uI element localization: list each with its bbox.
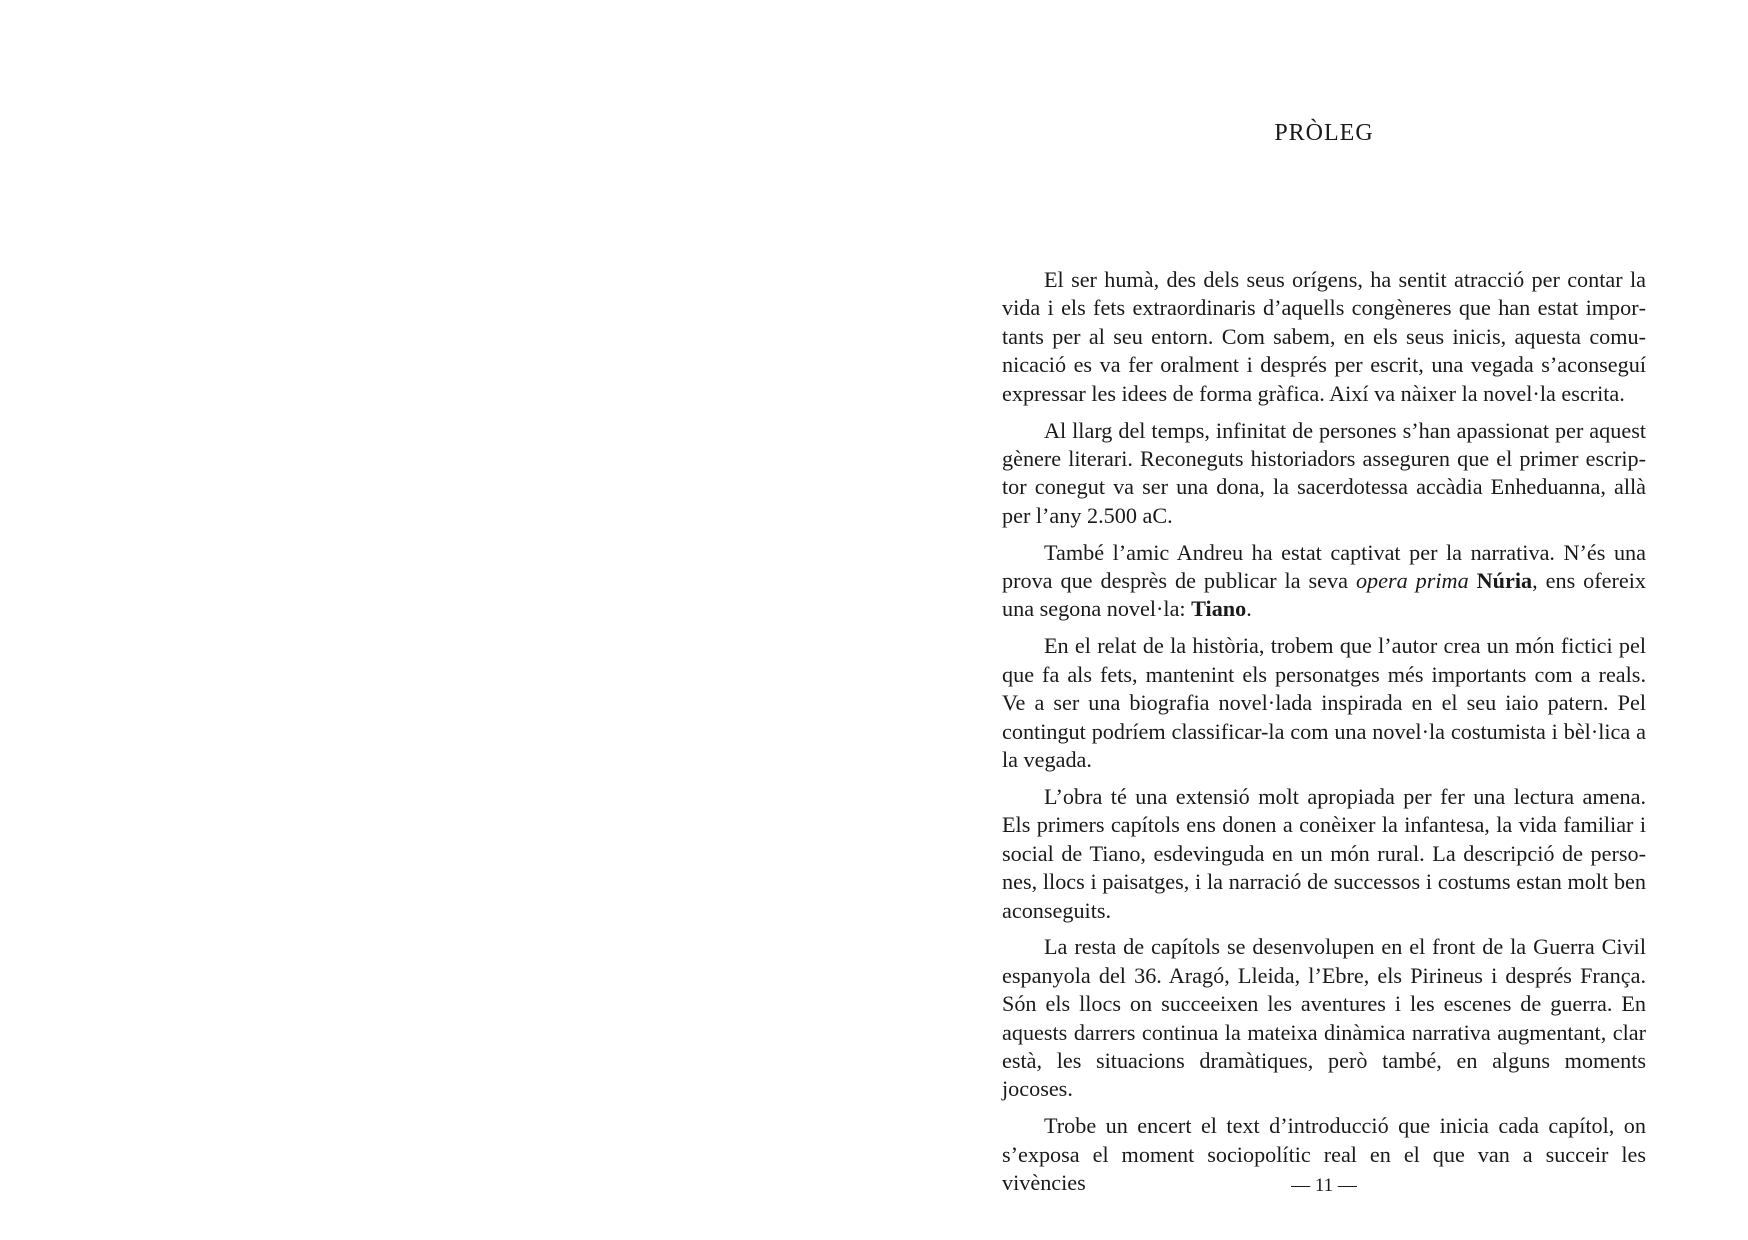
chapter-heading: PRÒLEG [1274, 120, 1374, 146]
paragraph-2: Al llarg del temps, infinitat de persones s’han apassionat per aquest gènere literari. Reconeguts historiadors asseguren que el primer escriptor conegut va ser una dona, la sacerdotessa accàdia Enheduanna, allà per l’any 2.500 aC. [1002, 417, 1646, 528]
body-text [1002, 266, 1646, 1198]
paragraph-4: En el relat de la història, trobem que l’autor crea un món fictici pel que fa als fets, mantenint els personatges més importants com a reals. Ve a ser una biografia novel·lada inspirada en el seu iaio patern. Pel contingut podríem classificar-la com una novel·la costumista i bèl·lica a la vegada. [1002, 633, 1646, 772]
paragraph-3 [1002, 539, 1646, 624]
right-page [874, 0, 1748, 1240]
paragraph-3-part1: També l’amic Andreu ha estat captivat per la narrativa. N’és una prova que desprès de publicar la seva [1002, 539, 1646, 594]
page-number: — 11 — [1291, 1175, 1357, 1196]
paragraph-5: L’obra té una extensió molt apropiada per fer una lectura amena. Els primers capítols ens donen a conèixer la infantesa, la vida familiar i social de Tiano, esdevinguda en un món rural. La descripció de persones, llocs i paisatges, i la narració de successos i costums estan molt ben aconseguits. [1002, 783, 1646, 923]
paragraph-3-part2 [1469, 568, 1477, 593]
paragraph-3-italic-title: opera prima [1355, 568, 1469, 594]
paragraph-3-part3: , ens ofereix una segona novel·la: [1002, 568, 1647, 622]
paragraph-3-bold-title-2: Tiano [1191, 596, 1247, 622]
paragraph-1: El ser humà, des dels seus orígens, ha sentit atracció per contar la vida i els fets extraordinaris d’aquells congèneres que han estat importants per al seu entorn. Com sabem, en els seus inicis, aquesta comunicació es va fer oralment i després per escrit, una vegada s’aconseguí expressar les idees de forma gràfica. Així va nàixer la novel·la escrita. [1002, 267, 1646, 406]
paragraph-6: La resta de capítols se desenvolupen en el front de la Guerra Civil espanyola del 36. Aragó, Lleida, l’Ebre, els Pirineus i després França. Són els llocs on succeeixen les aventures i les escenes de guerra. En aquests darrers continua la mateixa dinàmica narrativa augmentant, clar està, les situacions dramàtiques, però també, en alguns moments jocoses. [1002, 934, 1646, 1102]
paragraph-3-bold-title-1: Núria [1476, 568, 1533, 594]
paragraph-3-part4: . [1246, 596, 1252, 622]
paragraph-7: Trobe un encert el text d’introducció que inicia cada capítol, on s’exposa el moment sociopolític real en el que van a succeir les vivències [1002, 1113, 1646, 1196]
